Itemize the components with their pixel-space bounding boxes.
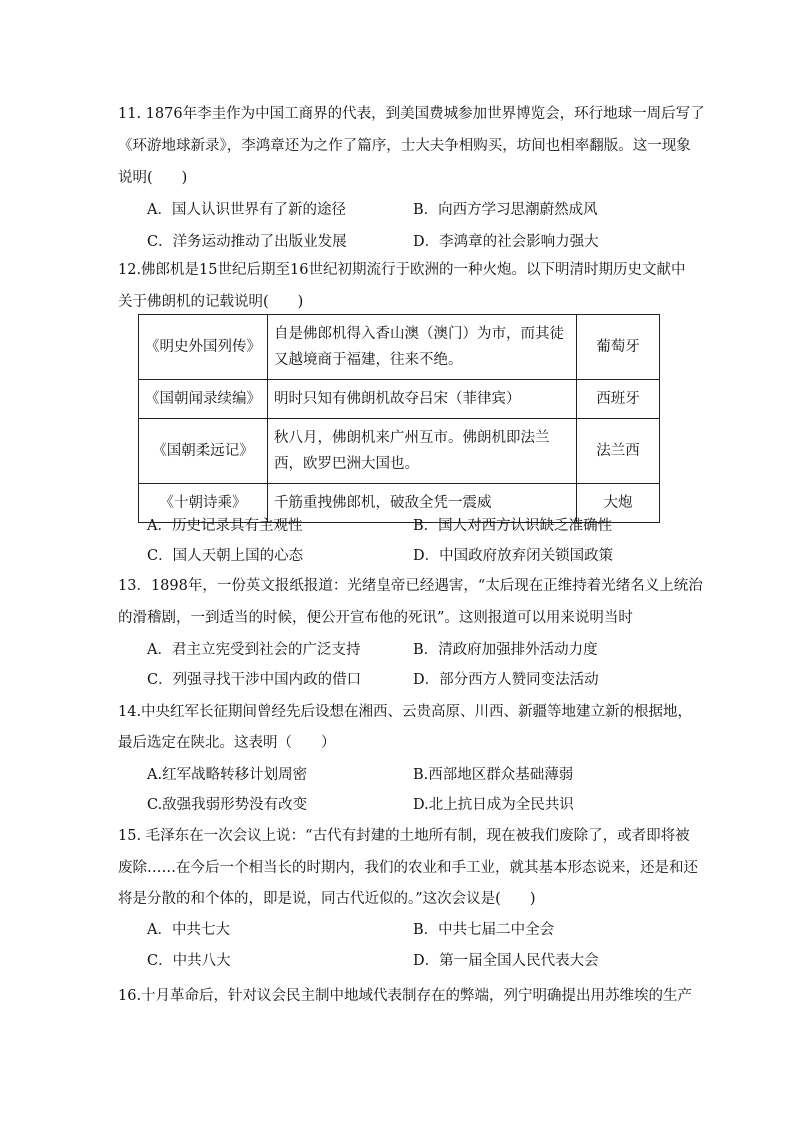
q13-option-b: B．清政府加强排外活动力度 [413,642,598,658]
q15-stem-line3: 将是分散的和个体的，即是说，同古代近似的。”这次会议是( ) [118,891,536,907]
q11-stem-line1: 11. 1876年李圭作为中国工商界的代表，到美国费城参加世界博览会，环行地球一周后写了 [118,106,705,122]
q15-option-d: D．第一届全国人民代表大会 [413,953,599,969]
table-cell-text: 秋八月，佛朗机来广州互市。佛朗机即法兰西，欧罗巴洲大国也。 [268,419,577,484]
q13-stem-line1: 13．1898年，一份英文报纸报道：光绪皇帝已经遇害，“太后现在正维持着光绪名义上统治 [118,578,703,594]
q12-option-b: B．国人对西方认识缺乏准确性 [413,518,613,534]
table-cell-source: 《十朝诗乘》 [139,484,268,523]
q14-option-b: B.西部地区群众基础薄弱 [413,767,574,783]
table-cell-text: 明时只知有佛朗机故夺吕宋（菲律宾） [268,380,577,419]
q12-stem-line1: 12.佛郎机是15世纪后期至16世纪初期流行于欧洲的一种火炮。以下明清时期历史文献中 [118,262,686,278]
table-cell-source: 《国朝闻录续编》 [139,380,268,419]
table-row [139,315,660,380]
q14-option-c: C.敌强我弱形势没有改变 [147,797,308,813]
table-cell-text: 自是佛郎机得入香山澳（澳门）为市，而其徒又越境商于福建，往来不绝。 [268,315,577,380]
table-cell-country: 葡萄牙 [577,315,660,380]
table-cell-country: 大炮 [577,484,660,523]
q15-stem-line2: 废除……在今后一个相当长的时期内，我们的农业和手工业，就其基本形态说来，还是和还 [118,860,698,876]
q11-stem-line2: 《环游地球新录》，李鸿章还为之作了篇序，士大夫争相购买，坊间也相率翻版。这一现象 [118,138,691,154]
q12-option-c: C．国人天朝上国的心态 [147,548,304,564]
q11-option-d: D．李鸿章的社会影响力强大 [413,234,599,250]
q13-option-c: C．列强寻找干涉中国内政的借口 [147,672,362,688]
q13-option-d: D．部分西方人赞同变法活动 [413,672,599,688]
q11-option-a: A．国人认识世界有了新的途径 [147,202,346,218]
q13-stem-line2: 的滑稽剧，一到适当的时候，便公开宣布他的死讯”。这则报道可以用来说明当时 [118,610,633,626]
q14-option-d: D.北上抗日成为全民共识 [413,797,574,813]
q11-option-b: B．向西方学习思潮蔚然成风 [413,202,598,218]
q14-stem-line2: 最后选定在陕北。这表明（ ） [118,735,336,751]
q11-option-c: C．洋务运动推动了出版业发展 [147,234,347,250]
table-cell-country: 法兰西 [577,419,660,484]
table-cell-text: 千筋重拽佛郎机，破敌全凭一震威 [268,484,577,523]
q13-option-a: A．君主立宪受到社会的广泛支持 [147,642,361,658]
q15-option-b: B．中共七届二中全会 [413,922,555,938]
q12-option-d: D．中国政府放弃闭关锁国政策 [413,548,614,564]
q16-stem-line1: 16.十月革命后，针对议会民主制中地域代表制存在的弊端，列宁明确提出用苏维埃的生产 [118,988,693,1004]
q15-option-c: C．中共八大 [147,953,231,969]
table-cell-source: 《明史外国列传》 [139,315,268,380]
q12-stem-line2: 关于佛朗机的记载说明( ) [118,294,304,310]
q12-option-a: A．历史记录具有主观性 [147,518,303,534]
q14-option-a: A.红军战略转移计划周密 [147,767,308,783]
table-cell-source: 《国朝柔远记》 [139,419,268,484]
q12-source-table [138,314,660,523]
q15-stem-line1: 15. 毛泽东在一次会议上说：“古代有封建的土地所有制，现在被我们废除了，或者即将被 [118,828,690,844]
table-cell-country: 西班牙 [577,380,660,419]
q14-stem-line1: 14.中央红军长征期间曾经先后设想在湘西、云贵高原、川西、新疆等地建立新的根据地， [118,704,693,720]
table-row [139,419,660,484]
q15-option-a: A．中共七大 [147,922,230,938]
q11-stem-line3: 说明( ) [118,170,188,186]
table-row [139,380,660,419]
